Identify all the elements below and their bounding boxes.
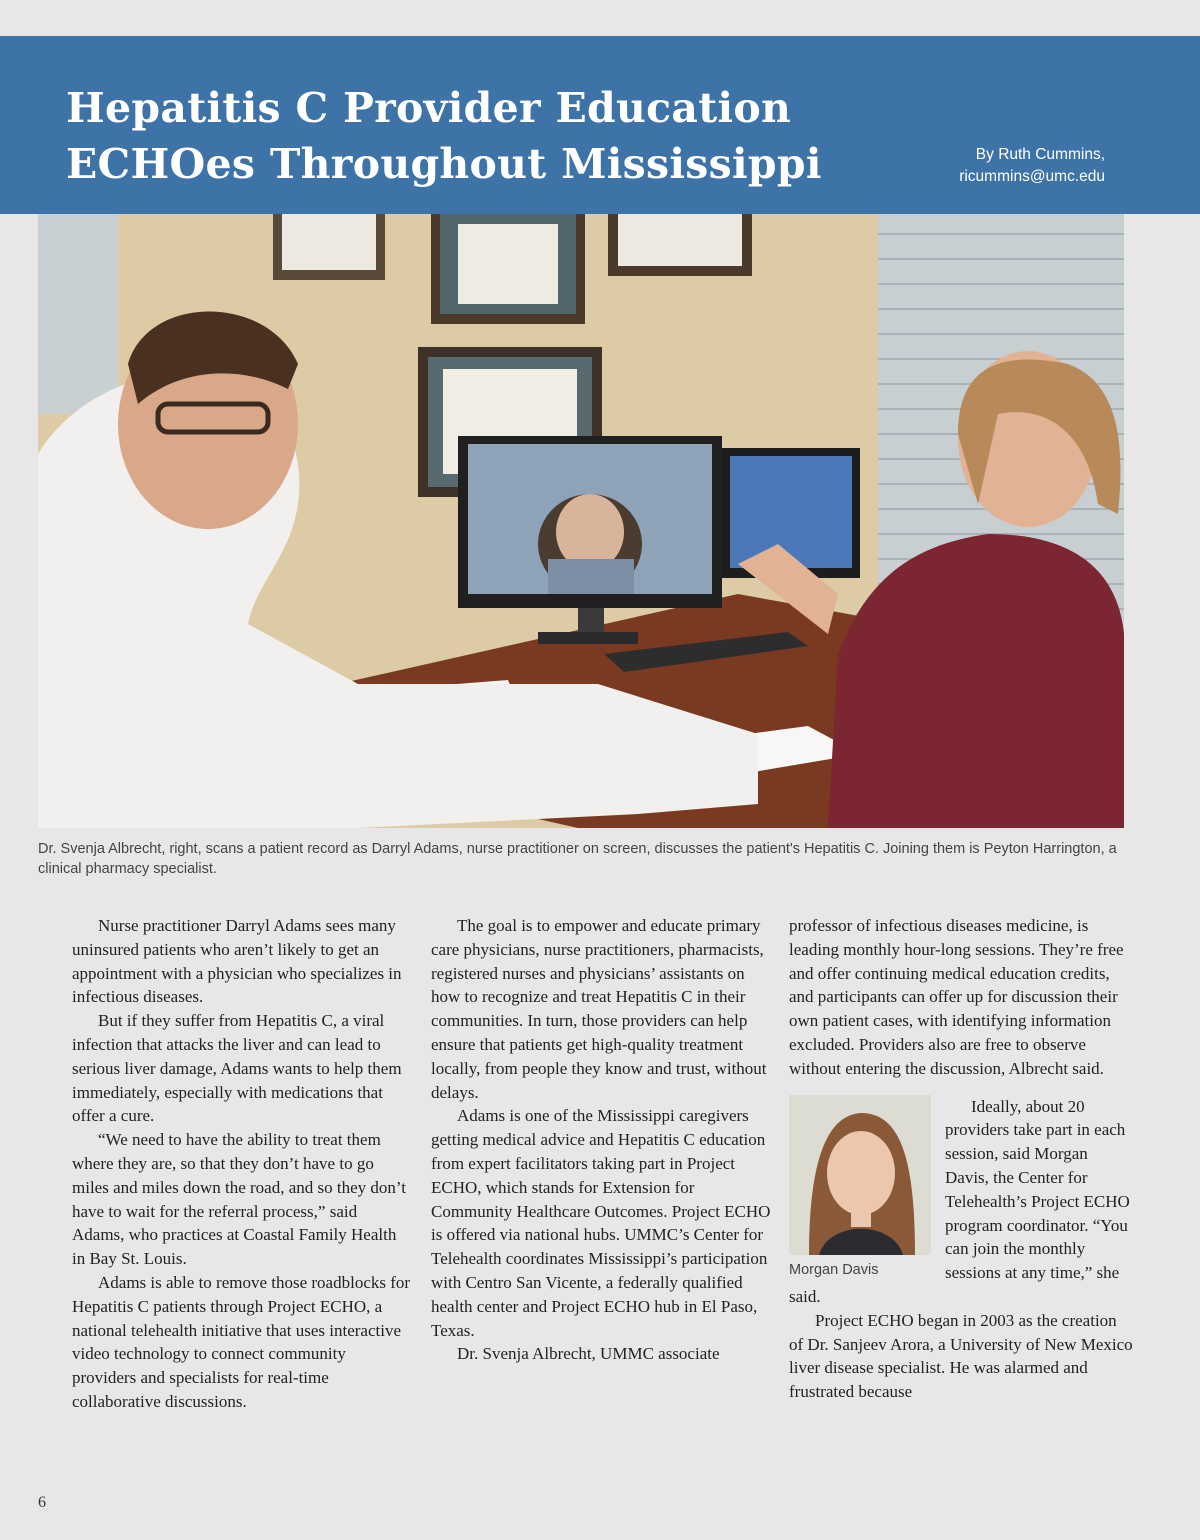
paragraph: Adams is one of the Mississippi caregivers getting medical advice and Hepatitis C education from expert facilitators taking part in Project ECHO, which stands for Extension for Community Healthcare Outcomes. Project ECHO is offered via national hubs. UMMC’s Center for Telehealth coordinates Mississippi’s participation with Centro San Vicente, a federally qualified health center and Project ECHO hub in El Paso, Texas. [431, 1106, 771, 1340]
byline-email: ricummins@umc.edu [959, 168, 1105, 185]
portrait-caption: Morgan Davis [789, 1261, 879, 1278]
paragraph: Dr. Svenja Albrecht, UMMC associate [457, 1344, 720, 1364]
article-column-1 [72, 914, 412, 1414]
byline-author: By Ruth Cummins, [975, 146, 1105, 163]
page-number: 6 [38, 1494, 46, 1511]
paragraph: “We need to have the ability to treat them where they are, so that they don’t have to go miles and miles down the road, and so they don’t have to wait for the referral process,” said Adams, who practices at Coastal Family Health in Bay St. Louis. [72, 1130, 406, 1269]
portrait-photo [789, 1095, 931, 1255]
paragraph: professor of infectious diseases medicine, is leading monthly hour-long sessions. They’re free and offer continuing medical education credits, and participants can offer up for discussion their own patient cases, with identifying information excluded. Providers also are free to observe without entering the discussion, Albrecht said. [789, 916, 1124, 1078]
paragraph: The goal is to empower and educate primary care physicians, nurse practitioners, pharmacists, registered nurses and physicians’ assistants on how to recognize and treat Hepatitis C in their communities. In turn, those providers can help ensure that patients get high-quality treatment locally, from people they know and trust, without delays. [431, 916, 767, 1102]
paragraph: But if they suffer from Hepatitis C, a viral infection that attacks the liver and can lead to serious liver damage, Adams wants to help them immediately, especially with medications that offer a cure. [72, 1011, 402, 1126]
paragraph: Ideally, about 20 providers take part in each session, said Morgan Davis, the Center for Telehealth’s Project ECHO program coordinator. “You can join the monthly sessions at any time,” she said. [789, 1096, 1130, 1306]
portrait-illustration [789, 1095, 931, 1255]
paragraph: Nurse practitioner Darryl Adams sees many uninsured patients who aren’t likely to get an appointment with a physician who specializes in infectious diseases. [72, 916, 402, 1007]
article-title: Hepatitis C Provider Education ECHOes Throughout Mississippi [66, 84, 822, 188]
photo-caption: Dr. Svenja Albrecht, right, scans a patient record as Darryl Adams, nurse practitioner on screen, discusses the patient's Hepatitis C. Joining them is Peyton Harrington, a clinical pharmacy specialist. [38, 841, 1117, 877]
paragraph: Adams is able to remove those roadblocks for Hepatitis C patients through Project ECHO, a national telehealth initiative that uses interactive video technology to connect community providers and specialists for real-time collaborative discussions. [72, 1272, 411, 1411]
article-column-2 [431, 914, 771, 1366]
feature-photo-illustration [38, 214, 1124, 828]
paragraph: Project ECHO began in 2003 as the creation of Dr. Sanjeev Arora, a University of New Mexico liver disease specialist. He was alarmed and frustrated because [789, 1310, 1133, 1402]
article-column-3 [789, 914, 1134, 1404]
byline [959, 144, 1105, 188]
feature-photo [38, 214, 1124, 828]
portrait-figure [789, 1081, 945, 1283]
